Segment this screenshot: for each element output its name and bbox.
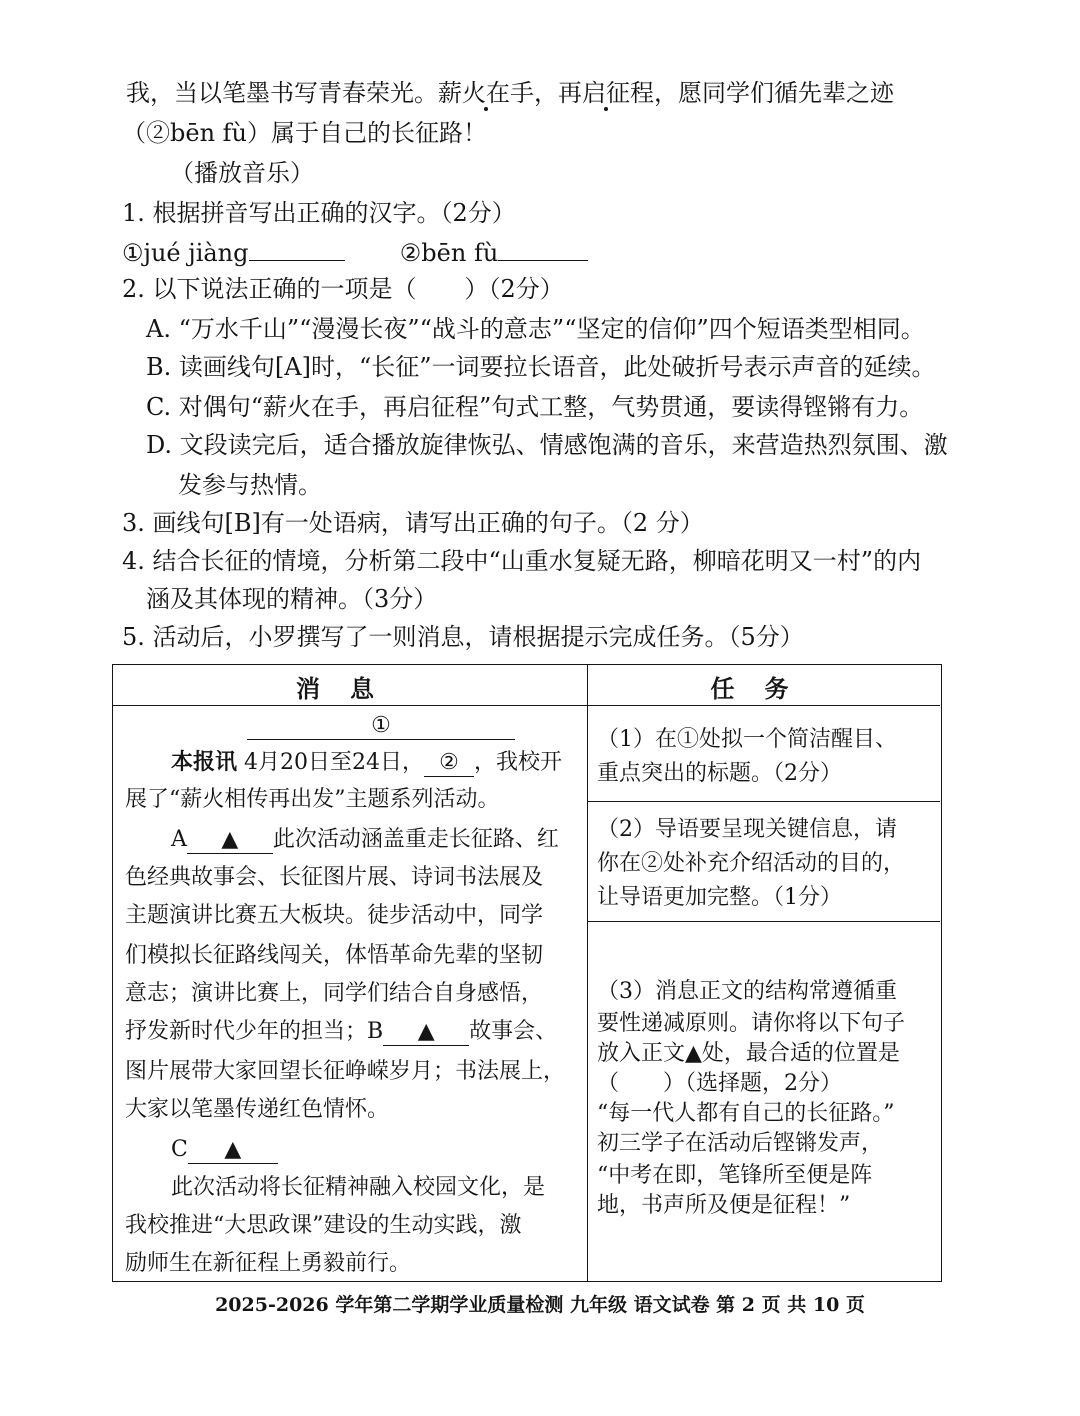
news-line-12: 此次活动将长征精神融入校园文化，是 [171, 1175, 546, 1200]
news-task-table [112, 664, 942, 1282]
news-line-13: 我校推进“大思政课”建设的生动实践，激 [125, 1213, 522, 1238]
news-text: 故事会、 [469, 1019, 558, 1044]
task-3-line-1: （3）消息正文的结构常遵循重 [597, 979, 897, 1004]
news-line-11 [171, 1135, 278, 1165]
task-2-line-1: （2）导语要呈现关键信息，请 [597, 817, 897, 842]
news-line-10: 大家以笔墨传递红色情怀。 [125, 1097, 390, 1122]
option-d-line-2: 发参与热情。 [178, 471, 322, 499]
purpose-blank[interactable] [424, 750, 474, 777]
passage-text: 我，当以笔墨书写青春荣光。 [126, 79, 438, 107]
title-blank[interactable] [247, 713, 515, 740]
task-2-line-3: 让导语更加完整。（1分） [597, 885, 842, 910]
task-3-line-4: （ ）（选择题，2分） [597, 1071, 842, 1096]
slot-blank-a[interactable] [187, 827, 273, 854]
news-line-4: 色经典故事会、长征图片展、诗词书法展及 [125, 865, 544, 890]
news-line-3 [171, 825, 559, 855]
task-3-line-6: 初三学子在活动后铿锵发声， [597, 1131, 884, 1156]
column-divider [587, 665, 588, 1281]
task-1-line-1: （1）在①处拟一个简洁醒目、 [597, 727, 897, 752]
task-divider-1 [587, 801, 940, 802]
task-3-line-3: 放入正文▲处，最合适的位置是 [597, 1041, 900, 1066]
slot-blank-b[interactable] [383, 1019, 469, 1046]
answer-blank-a[interactable] [249, 260, 345, 261]
slot-label-a: A [171, 827, 187, 852]
news-text: 此次活动涵盖重走长征路、红 [272, 827, 559, 852]
question-1-blanks [122, 236, 588, 270]
news-line-7: 意志；演讲比赛上，同学们结合自身感悟， [125, 981, 544, 1006]
triangle-icon: ▲ [417, 1019, 435, 1044]
passage-line-2: （②bēn fù）属于自己的长征路！ [122, 119, 487, 147]
question-1: 1. 根据拼音写出正确的汉字。（2分） [122, 199, 516, 227]
purpose-mark: ② [439, 750, 459, 775]
task-divider-2 [587, 921, 940, 922]
task-2-line-2: 你在②处补充介绍活动的目的， [597, 851, 906, 876]
header-divider [113, 705, 940, 706]
option-a: A. “万水千山”“漫漫长夜”“战斗的意志”“坚定的信仰”四个短语类型相同。 [146, 315, 925, 343]
emphasis-dotted-text: 薪火在手 [438, 79, 534, 107]
question-5: 5. 活动后，小罗撰写了一则消息，请根据提示完成任务。（5分） [122, 623, 804, 651]
news-text: 抒发新时代少年的担当；B [125, 1019, 384, 1044]
passage-text: ， [534, 79, 558, 107]
news-text: ，我校开 [474, 750, 563, 775]
news-line-1 [171, 747, 562, 778]
task-3-line-8: 地，书声所及便是征程！” [597, 1193, 851, 1218]
triangle-icon: ▲ [221, 827, 239, 852]
news-text: 4月20日至24日， [237, 750, 424, 775]
passage-line-1 [126, 76, 894, 110]
task-3-line-7: “中考在即，笔锋所至便是阵 [597, 1163, 873, 1188]
pinyin-a: ①jué jiàng [122, 239, 249, 267]
slot-label-c: C [171, 1137, 188, 1162]
triangle-icon: ▲ [224, 1137, 242, 1162]
page-footer: 2025-2026 学年第二学期学业质量检测 九年级 语文试卷 第 2 页 共 10 页 [215, 1294, 865, 1316]
option-d-line-1: D. 文段读完后，适合播放旋律恢弘、情感饱满的音乐，来营造热烈氛围、激 [146, 431, 948, 459]
news-line-2: 展了“薪火相传再出发”主题系列活动。 [125, 787, 500, 812]
question-4-line-2: 涵及其体现的精神。（3分） [146, 585, 438, 613]
option-c: C. 对偶句“薪火在手，再启征程”句式工整，气势贯通，要读得铿锵有力。 [146, 393, 924, 421]
task-column-header: 任务 [710, 674, 819, 703]
news-line-14: 励师生在新征程上勇毅前行。 [125, 1251, 412, 1276]
task-1-line-2: 重点突出的标题。（2分） [597, 761, 842, 786]
question-3: 3. 画线句[B]有一处语病，请写出正确的句子。（2 分） [122, 509, 704, 537]
news-column-header: 消息 [296, 674, 404, 703]
task-3-line-5: “每一代人都有自己的长征路。” [597, 1101, 895, 1126]
question-4-line-1: 4. 结合长征的情境，分析第二段中“山重水复疑无路，柳暗花明又一村”的内 [122, 547, 922, 575]
news-line-5: 主题演讲比赛五大板块。徒步活动中，同学 [125, 903, 544, 928]
passage-line-3: （播放音乐） [170, 159, 314, 187]
passage-text: ，愿同学们循先辈之迹 [654, 79, 894, 107]
answer-blank-b[interactable] [498, 260, 588, 261]
news-line-9: 图片展带大家回望长征峥嵘岁月；书法展上， [125, 1059, 566, 1084]
emphasis-dotted-text: 再启征程 [558, 79, 654, 107]
title-mark: ① [371, 713, 391, 738]
news-line-8 [125, 1017, 557, 1047]
option-b: B. 读画线句[A]时，“长征”一词要拉长语音，此处破折号表示声音的延续。 [146, 353, 936, 381]
news-line-6: 们模拟长征路线闯关，体悟革命先辈的坚韧 [125, 943, 544, 968]
task-3-line-2: 要性递减原则。请你将以下句子 [597, 1011, 906, 1036]
pinyin-b: ②bēn fù [399, 239, 499, 267]
dateline-label: 本报讯 [171, 749, 238, 775]
slot-blank-c[interactable] [188, 1137, 278, 1164]
question-2: 2. 以下说法正确的一项是（ ）（2分） [122, 275, 564, 303]
